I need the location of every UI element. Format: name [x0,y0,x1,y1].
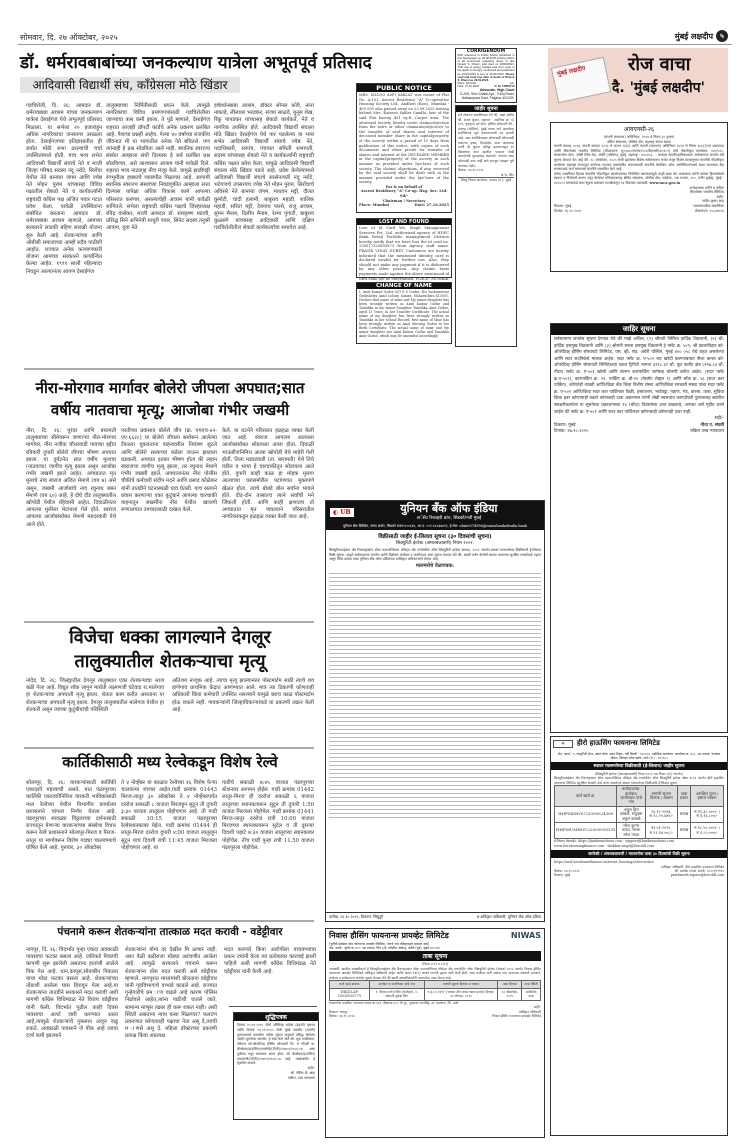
story4-col2: ते ४ नोव्हेंबर या काळात रेल्वेच्या १६ विशेष फेऱ्या चालवल्या जाणार आहेत.गाडी क्रमांक 01443 मिरज-लातूर ३० ऑक्टोबर ते ४ नोव्हेंबरपर्यंत दररोज सकाळी ८ वाजता मिरजहून सुटून ती दुपारी ३:३० वाजता लातूरला पोहोचणार आहे. ती गाडी सकाळी 10:15 वाजता पंढरपूरच्या रेल्वेस्थानकावर येईल. गाडी क्रमांक 01444 ही लातूर-मिरज दररोज दुपारी ४:00 वाजता लातूरहून सुटून याच दिवशी रात्री 11:45 वाजता मिरजला पोहोचणार आहे. या [121,780,217,851]
inc26-body2: कोणा व्यक्तीच्या हितास कंपनीचे नोंदणीकृत कार्यालयाच्या नियोजित स्थलांतरामुळे काही बाधा येत असल्यास त्यांनी त्यांच्या हितसंबंधाचे स्वरूप व विरोधाचे कारण नमुद केलेल्या प्रतिज्ञापत्रासह क्षेत्रिय संचालक, पश्चिम क्षेत्र, एव्हरेस्ट, ५वा मजला, १००, मरीन ड्राईव्ह, मुंबई - ४००००२ यांच्याकडे सदर सूचना प्रकाशन तारखेपासून १४ दिवसांत पाठवावी. [554,171,724,185]
corrigendum-place: Place: Mumbai [457,80,476,85]
inc26-din: डीआयएन: ०५८४४५९६ [694,208,724,213]
promo-line2: दै. 'मुंबई लक्षदीप' [612,80,705,96]
niwas-th: ताबा दिनांक [498,981,522,989]
jaheer-suchana-small-date: दिनांक: २७.१०.२०२५ [458,168,484,173]
union-bank-schedule-title: मालमत्तेचे वेळापत्रक: [415,562,455,569]
niwas-th: कर्ज खाते क्रमांक [330,981,370,989]
dateline: सोमवार, दि. २७ ऑक्टोबर, २०२५ [20,33,118,42]
hero-cell: रु.१९,३८,०००/- / रु.१,९३,८००/- [691,806,724,822]
table-row [330,988,541,1000]
corrigendum-sd: sd/- [509,80,515,85]
hero-support-email[interactable]: support@bankeauctions.com [625,839,674,844]
niwas-cell: १. दिपक मनोज सिंग (कर्जदार), २. सोनाली मुकेश सिंग [369,988,424,1000]
inc26-signoff-1: अर्जदाराच्या वतीने व करिता [689,185,724,190]
union-bank-logo: ◐ UB [330,508,354,517]
niwas-company: निवास हौसिंग फायनान्स प्रायव्हेट लिमिटेड [329,931,449,940]
shuddhipatrak-sd: सही/- [307,1066,315,1071]
inc26-notice [550,122,728,272]
inc26-signoff-5: व्यवस्थापकीय संचालिका [693,203,724,208]
shuddhipatrak [233,1012,319,1120]
story3-col2: अतिशय नाजूक आहे. त्याचा मृत्यू झाल्यानंतर पोस्टमार्टम साठी त्याचे शव हाणेगाव प्राथमिक केंद्रात आणण्यात आले. मात्र त्या ठिकाणी कोणताही अधिकारी किंवा कर्मचारी उपस्थित नसल्याने यामुळे बराच काळ पोस्टमार्टम होऊ शकले नाही. गावकऱ्यांनी जिल्हाधिकाऱ्यांकडे या प्रकरणी तक्रार केली आहे. [172,678,314,713]
public-notice-title: PUBLIC NOTICE [357,84,451,92]
corrigendum-address: G-206, Shiv Shakti Apt., Tulinj Road, Nallasopara East, Palghar 401209. [459,92,515,101]
hero-cell: २६.१२.२०२४, रु.१८,२५,६७२/- [645,806,677,822]
public-notice-signoff-2: Ascent Residency "A" Co-op. Hsg. Soc. Ltd. [360,189,448,194]
hero-notice-title: स्थावर मालमत्तेच्या विक्रीसाठी (ई-लिलाव) जाहीर सूचना [551,762,727,770]
corrigendum-body: With reference to Public Notice published in this Newspaper on 20.08.2025 inviting claims of all concerned regarding share of late Dinesh S. Dhami, who died on 29/09/2023. That due to typing mistake and error, date of his death is wrongly mentioned and published as 23.09.2024 in lieu of 29.09.2023. [457,53,515,76]
jaheer-suchana-large-sd: सही/- [714,416,724,422]
niwas-signer: प्राधिकृत अधिकारी [518,1009,541,1014]
story2-headline-line2: वर्षीय नातवाचा मृत्यू; आजोबा गंभीर जखमी [50,401,290,419]
hero-th: कर्जदार/सह-कर्जदार/जामीनदार यांचे नाव [617,786,645,807]
change-name-title: CHANGE OF NAME [357,283,451,289]
niwas-cell: 1HKJ1LAP-10030038779 [330,988,370,1000]
newspaper-image [551,57,611,103]
page-number: ५ [716,30,728,42]
story3-headline [20,626,320,674]
niwas-signer-org: निवास हौसिंग फायनान्स प्रायव्हेट लिमिटेड [492,1014,541,1018]
promo-banner [548,48,728,112]
hero-housing-notice: ▤ हीरो हाऊसिंग फायनान्स लिमिटेड नोंद. कार्या.: ९, कम्युनिटी सेंटर, बसंत लोक, वसंत विहार, नवी दिल्ली - ११००५७. प्रादेशिक कार्यालय: कार्यालय क्र. ३०८, ३रा मजला, रुणवाल ऑपल, सिल्व्हर ओक इस्टेट, ठाणे (प.) - ४००६०५ स्थावर मालमत्तेच्या विक्रीसाठी (ई-लिलाव) जाहीर सूचना (सिक्युरिटी इंटरेस्ट (अंमलबजावणी) नियम २००२ च्या नियम ८(६) अंतर्गत) सिक्युरिटायझेशन अँड रिकन्स्ट्रक्शन ऑफ फायनान्शियल अ‍ॅसेट्स अँड एन्फोर्समेंट ऑफ सिक्युरिटी इंटरेस्ट अ‍ॅक्ट २००२ अंतर्गत हीरो हाऊसिंग फायनान्स लिमिटेड (सुरक्षित धनको) कडे तारण असलेल्या स्थावर मालमत्तेच्या विक्रीसाठी ई-लिलाव सूचना. कर्ज खाते क्र. कर्जदार/सह-कर्जदार/जामीनदार यांचे नाव मागणी सूचना दिनांक / रक्कम ताबा प्रकार आरक्षित मूल्य / इसारा रक्कम HHFMDHOU22000024369 अतुल हिरा कांबळे, संयुक्ता अतुल कांबळे २६.१२.२०२४, रु.१८,२५,६७२/- प्रत्यक्ष रु.१९,३८,०००/- / रु.१,९३,८००/- HHFMUMHOU22000018135 रमेश कुमार यादव, सरला रमेश यादव १९.०१.२०२५, रु.२२,१४,५०८/- प्रत्यक्ष रु.१८,५०,०००/- / रु.१,८५,०००/- ई-लिलाव वेबसाईट: https://bankeauctions.com · support@bankeauctions.com www.herohousingfinance.com · shekhar.singh@herohfl.com सरफेसी / अंमलबजावणी / मालमत्तेचा ताबा ३० दिवसांची विक्री सूचना https://ursl.herohomefinance.in/terms_housing/other-notice प्राधिकृत अधिकारी, हीरो हाऊसिंग फायनान्स लिमिटेड दिनांक: २६.१०.२०२५ श्री. प्रथमेश तापसे, संपर्क: ९८२०९९९९९९ ठिकाण: मुंबई prathmesh.tapase@herohfl.com [550,736,728,1136]
inc26-mca-site[interactable]: www.mca.gov.in [649,180,681,185]
story2-col1: नीरा, दि. २६: पुरंदर आणि बारामती तालुक्याच्या सीमेवरून जाणाऱ्या नीरा-मोरगाव मार्गावर, नीरा नजीक चौधरवाडी गावच्या हद्दीत रविवारी दुपारी बोलेरो जीपचा भीषण अपघात झाला. या दुर्घटनेत सात वर्षीय मुलाचा (नातवाचा) जागीच मृत्यू झाला असून आजोबा गंभीर जखमी झाले आहेत. अपघातात मृत मुलाचे नाव स्वराज अजित मेमाणे (वय ७) असे असून, जखमी आजोबांचे नाव रघुनाथ बबन मेमाणे (वय ६०) आहे. हे दोघे दौंड तालुक्यातील खोपोडी येथील रहिवासी आहेत. दिवाळीनंतर आपल्या मुलीला भेटायला गेले होते. स्वराज आपल्या आजोबांसोबत मेमाणे मडदरवाडी येथे आले होते. [26,428,116,528]
corrigendum [455,48,517,103]
union-bank-body: सिक्युरिटायझेशन अँड रिकन्स्ट्रक्शन ऑफ फायनान्शियल अ‍ॅसेट्स अँड एन्फोर्समेंट ऑफ सिक्युरिटी इंटरेस्ट कायदा, २००२ अंतर्गत स्थावर मालमत्तेच्या विक्रीसाठी ई-लिलाव विक्री सूचना. याद्वारे सर्वसाधारण जनतेस आणि विशेषतः कर्जदार व जामीनदार यांना सूचना देण्यात येते की, खाली वर्णन केलेली स्थावर मालमत्ता सुरक्षित धनकोकडे गहाण असून तिचा प्रत्यक्ष ताबा युनियन बँक ऑफ इंडियाच्या प्राधिकृत अधिकाऱ्याने घेतला आहे. [329,548,541,562]
inc26-signoff-3: सही/- [716,194,724,199]
jaheer-suchana-small-title: जाहीर सूचना [456,106,516,112]
niwas-property: मालमत्तेचा तपशील: मालमत्ता धारण क्र.५९१, क्षेत्रफळ ५०० चौ.फु., मुक्काम नगरसिंह, ता. कल्याण, जि. ठाणे. [329,1000,460,1005]
corrigendum-emphasis: Please read and treat true date of death of Dinesh S. Dhami as 29.09.2023. [457,71,515,82]
story1-headline: डॉ. धर्मरावबाबांच्या जनकल्याण यात्रेला अभूतपूर्व प्रतिसाद [20,53,372,73]
hero-cell: HHFMUMHOU22000018135 [555,823,617,839]
jaheer-suchana-large-signer: नीता ए. संघवी [700,422,724,428]
shuddhipatrak-body: दिनांक १५.०९.२०२५ रोजी ऑक्टिव्ह टाईम्स (इंग्रजी) वृत्तपत्र आणि दिनांक १६.०९.२०२५ रोजी मुंबई लक्षदीप (मराठी) वृत्तपत्रामध्ये प्रकाशित जाहिर सूचना अनुक्रमे प्रसिद्ध केलेल्या जाहीर सूचनेच्या संदर्भात, हे स्पष्ट केले जाते की, मूळ तपशिलात, गोरेगाव को-ऑपरेटिव्ह हौसिंग सोसायटी लि. चे नोंदणी क्र. बीओएम/हाऊसिंग/एनओसी/(टीसी)/१२७०९/१९८६-८७ असा चुकीचा नमूद करण्यात आला होता, जो बीओएम/हाऊसिंग/एचएससी/(टीसी)/१०७०९/१९८६-८७ आहे. त्याबाबतीत हे सुधारित वाचावे. [237,1023,315,1066]
hero-table [554,785,724,839]
niwas-cell: रु.३,५०,९२९/- (रक्कम तीन लाख पन्नास हजार) दिनांक: २१ ऑगस्ट, २०२५ [424,988,497,1000]
hero-cell: प्रत्यक्ष [677,806,690,822]
masthead [675,30,728,42]
hero-cell: अतुल हिरा कांबळे, संयुक्ता अतुल कांबळे [617,806,645,822]
hero-terms-url[interactable]: https://ursl.herohomefinance.in/terms_housing/other-notice [554,860,654,865]
hero-cell: HHFMDHOU22000024369 [555,806,617,822]
public-notice-body: MRS. SILLOO ASPI SAKLAT was owner of Flat No. A-101, Ascent Residency "A" Co-operative Housing Society Ltd., Andheri (East), Mumbai - 400 093 who passed away on 23.09.2025 leaving behind Mrs. Kaizeen Saklat Gandhi, heir of the said Flat having 451 sq.ft. Carpet area. The aforesaid Society hereby invite claims/objection from the heirs or other claimants/objector/s to the transfer of said shares and interest of deceased member share in the capital/property of the society within a period of 15 days from publication of this notice, with copies of such documents and other proofs for transfer of shares and interest of the DECEASED MEMBER in the capital/property of the society in such manner as provided under bye-laws of such society. The claims/ objections, if any, received by the said society shall be dealt with in the manner provided under the bye-laws of the society. [359,93,449,185]
story1-col1: गडचिरोली, दि. २६: आमदार डॉ. धर्मरावबाबा आत्राम यांच्या जनकल्याण यात्रेला देसाईगंज येथे अभूतपूर्व प्रतिसाद मिळाला. या सभेला २० हजारांहून अधिक नागरिकांचा जनसागर उसळला होता. देसाईगंजच्या इतिहासातील ही सर्वात मोठी सभा ठरल्याची चर्चा उपस्थितांमध्ये होती. याच भव्य सभेत आदिवासी विद्यार्थी संघाचे नेते व माजी जिल्हा परिषद सदस्य नंदू नरोटे, सिरोंचा येथील नेते बानय्या जंगम आणि ज्येष्ठ नेते मोहन पुराम यांच्यासह विविध पक्षातील शेकडो नेते व कार्यकर्त्यांनी राष्ट्रवादी काँग्रेस पक्ष अजित पवार गटात प्रवेश केला. यावेळी उपस्थितांना संबोधित करताना आमदार डॉ. धर्मरावबाबा आत्राम म्हणाले, आमच्या सरकारने लाडकी बहिण सारखी योजना सुरु केली आहे. शेतकऱ्यांच्या आणि ओबीसी समाजाच्या आम्ही सदैव पाठीशी आहोत. राज्यात अनेक कल्याणकारी योजना आमच्या सरकारने कार्यान्वित केल्या आहेत. १९९१ साली पहिल्यांदा निवडून आल्यानंतर आपण देसाईगंज [26,103,102,275]
inc26-date: दिनांक: २६.१०.२०२५ [554,208,582,213]
union-bank-name: युनियन बँक ऑफ इंडिया [400,502,498,515]
divider [229,1006,317,1007]
union-bank-footer-date: तारीख: २६.१०.२०२५, ठिकाण: सिंधुदुर्ग [329,914,384,919]
story2-col2: परतीच्या प्रवासात बोलेरो जीप (क्र. एमएच-४२-एए-६६२८) या बोलेरो जीपला समोरून आलेल्या टँकरला चुकवताना वाहनावरील नियंत्रण सुटले आणि बोलेरो रस्त्याच्या कडेला जाऊन झाडाला धडकली. अपघात इतका भीषण होता की लहान स्वराजचा जागीच मृत्यू झाला, तर रघुनाथ मेमाणे गंभीर जखमी झाले. अपघातानंतर नीरा पोलीस चौकीचे कर्मचारी संदीप मदने आणि प्रसाद कोळेकर यांनी तातडीने घटनास्थळी धाव घेतली. याच रस्त्याने प्रवास करणाऱ्या एका कुटुंबाने आपल्या चारचाकी वाहनातून जखमींना नीरा येथील खाजगी रुग्णालयात उपचारासाठी दाखल केले. [121,428,217,514]
promo-paper-label: मुंबई लक्षदीप [556,64,586,78]
inc26-signoff-2: सिरलोक्स भारतीय लिमिटेड [689,190,724,195]
niwas-place: ठिकाण: नागपूर [329,1009,348,1014]
jaheer-suchana-large-signer-title: वकिल उच्च न्यायालय [690,429,724,435]
niwas-cell: २२ ऑक्टोबर, २०२५ [498,988,522,1000]
hero-contact-email2[interactable]: shekhar.singh@herohfl.com [607,843,654,848]
jaheer-suchana-small-body: सर्व लोकांना कळविण्यात येते की, माझे अशील श्री. संजय कुमार, राहणार - सदनिका क्र. ए/१०१, गुरुकृपा को-ऑप. हौसिंग सोसायटी लि., मालाड (पश्चिम), मुंबई यांच्या नावे असलेल्या सदनिकेच्या मूळ करारनाम्याची प्रत हरवली आहे. सदर सदनिकेबाबत कोणाचाही कोणत्याही प्रकारचा हक्क, हितसंबंध, दावा असल्यास त्यांनी ही सूचना प्रसिद्ध झाल्यापासून १४ दिवसांच्या आत खालील पत्त्यावर लेखी कागदोपत्री पुराव्यासह कळवावे. अन्यथा असा कोणताही दावा नाही असे समजून व्यवहार पूर्ण करण्यात येईल. [458,113,514,168]
inc26-signoff-4: संदीप कुमार शाह [702,199,724,204]
hero-date: दिनांक: २६.१०.२०२५ [554,868,580,873]
union-bank-footer-signer: प्र-अधिकृत अधिकारी, युनियन बँक ऑफ इंडिया [476,914,541,919]
hero-contact-email[interactable]: prathmesh.tapase@herohfl.com [670,873,724,878]
hero-rule: (सिक्युरिटी इंटरेस्ट (अंमलबजावणी) नियम २००२ च्या नियम ८(६) अंतर्गत) [595,772,683,776]
niwas-notice [325,928,545,1138]
union-bank-notice-subtitle: सिक्युरिटी इंटरेस्ट (अंमलबजावणी) नियम २००२. [395,541,475,546]
inc26-title: आयएनसी-२६ [623,126,655,133]
top-rule [18,44,732,45]
hero-th: कर्ज खाते क्र. [555,786,617,807]
hero-body: सिक्युरिटायझेशन अँड रिकन्स्ट्रक्शन ऑफ फायनान्शियल अ‍ॅसेट्स अँड एन्फोर्समेंट ऑफ सिक्युरिटी इंटरेस्ट अ‍ॅक्ट २००२ अंतर्गत हीरो हाऊसिंग फायनान्स लिमिटेड (सुरक्षित धनको) कडे तारण असलेल्या स्थावर मालमत्तेच्या विक्रीसाठी ई-लिलाव सूचना. [554,776,724,785]
public-notice-date: Date: 27.10.2025 [414,203,449,208]
niwas-rule: (नियम ८(१) व ८(२)) [421,962,449,966]
lost-found-title: LOST AND FOUND [357,219,451,225]
hero-company-site[interactable]: www.herohousingfinance.com [554,843,605,848]
story3-col1: नांदेड, दि. २६: जिल्ह्यातील देगलूर तालुक्यात एका शेतकऱ्याचा आज बळी गेला आहे. विद्युत शॉक लागून मारोती लक्ष्मणजी घंटेवाड रा.मालेगाव हा शेतकऱ्यांचा अपघाती मृत्यू झाला. शेतात काम करीत असताना या शेतकऱ्याचा अपघाती मृत्यू झाला. देगलूर तालुक्यातील मालेगाव येथील हा शेतकरी असून त्याच्या कुटुंबीयांची परिस्थिती [26,678,164,713]
story3-headline-line2: तालुक्यातील शेतकऱ्याचा मृत्यू [74,651,266,672]
niwas-logo: NIWAS [510,931,541,940]
shuddhipatrak-signer-title: वकील, उच्च न्यायालय [287,1075,315,1080]
table-row [555,823,724,839]
shuddhipatrak-signer: श्री. नीतिन पी. खंडा [290,1070,315,1075]
hero-th: आरक्षित मूल्य / इसारा रक्कम [691,786,724,807]
story2-col3: केले. या घटनेने परिसरात हळहळ व्यक्त केली जात आहे. स्वराज आपल्या आत्याला आजोबांसोबत सोडायला आला होता. दिवाळी भाऊबीजनिमित्त आत्या खोपोडी येथे माहेरी गेली होती. तिला मडदरवाडी (ता. बारामती) येथे तिचे वडील व भाचा हे चारचाकीतून सोडायला आले होते. दुपारी काही काळ हा मोहक मुलगा आत्याच्या घरासमोरील पटांगणात मुक्तपणे खेळत होता. त्याचे बोबडे बोल सर्वांना भावले होते. दीड-दोन तासांतच त्याने सर्वांची मने जिंकली होती. आणि काही क्षणातच तो अपघातात मृत पावल्याने परिसरातील नागरिकांकडून हळहळ व्यक्त केली जात आहे. [222,428,314,521]
inc26-body: कंपनी कायदा २०१३, कंपनी कायदा २०१३ चे कलम १३(४) आणि कंपनी (स्थापना) अधिनियम २०१४ चे नियम ३०(६)(अ) प्रकरणात आणि सिरलोक्स भारतीय लिमिटेड (सीआयएन: यू१५४००एमएच१९८६पीएलसी०४०९८१) यांचे नोंदणीकृत कार्यालय: ५०९/५१०, मेल्कन्स्टेल सेंटर, अंधेरी लिंक रोड, अंधेरी (पश्चिम), मुंबई, महाराष्ट्र - ४०००५३. ...अर्जदार कंपनी/याचिकाकर्ता. सर्वसामान्य जनतेस येथे सूचना देण्यात येत आहे की, २८ ऑक्टोबर, २०२५ रोजी झालेल्या विशेष सर्वसाधारण सभेत मंजूर विशेष ठरावानुसार कंपनीचे नोंदणीकृत कार्यालय महाराष्ट्र राज्यातून कर्नाटक राज्यात स्थलांतरित करण्यासाठी कंपनीचे मेमोरँडम ऑफ असोसिएशनमध्ये बदल करण्यास केंद्र सरकारकडे अर्ज करण्याचे कंपनीने प्रस्तावित केले आहे. [554,144,724,172]
jaheer-suchana-large-title: जाहिर सूचना [551,324,727,335]
niwas-th: मागणी सूचना दिनांक व रक्कम [424,981,497,989]
niwas-sd: सही/- [533,1005,541,1009]
story3-headline-line1: विजेचा धक्का लागल्याने देगलूर [69,627,271,648]
story5-headline: पंचनामे करून शेतकऱ्यांना तात्काळ मदत करावी - वडेट्टीवार [57,926,283,938]
hero-cell: १९.०१.२०२५, रु.२२,१४,५०८/- [645,823,677,839]
union-bank-notice [325,500,545,922]
niwas-formerly: (पूर्वीची इंडोस्टार होम फायनान्स प्रायव्हेट लिमिटेड, ज्याचे नाव रजिस्ट्रारद्वारे बदलले आहे) [329,942,430,946]
inc26-subtitle: (कंपनी (स्थापना) अधिनियम, २०१४ चे नियम ३० नुसार) [603,135,675,139]
lost-found-notice [356,218,452,281]
shuddhipatrak-title: शुद्धिपत्रक [234,1013,318,1021]
divider [24,747,314,749]
hero-office: नोंद. कार्या.: ९, कम्युनिटी सेंटर, बसंत लोक, वसंत विहार, नवी दिल्ली - ११००५७. प्रादेशिक कार्यालय: कार्यालय क्र. ३०८, ३रा मजला, रुणवाल ऑपल, सिल्व्हर ओक इस्टेट, ठाणे (प.) - ४००६०५ [557,752,721,760]
story2-headline-line1: नीरा-मोरगाव मार्गावर बोलेरो जीपला अपघात;सात [35,379,305,397]
jaheer-suchana-large-date: दिनांक: २७.१०.२०२५ [554,429,589,435]
corrigendum-title: CORRIGENDUM [466,49,506,54]
hero-cell: रु.१८,५०,०००/- / रु.१,८५,०००/- [691,823,724,839]
public-notice-signoff-1: For & on behalf of [385,184,423,189]
niwas-cell: सांकेतिक ताबा [522,988,541,1000]
divider [24,920,314,922]
niwas-th: कर्जदार व जामीनदार यांचे नाव [369,981,424,989]
story5-col1: नागपूर, दि. २६: विदर्भात पुन्हा एकदा अवकाळी पावसाचा फटका बसला आहे. एकीकडे पिकांची कापणी सुरू झालेली असताना हातांशी आलेले पिक गेल आहे. धान,कापूस,सोयाबीन पिकाला याचा मोठा फटका बसला आहे. शेतकऱ्यांच्या तोंडाशी आलेला घास हिरावून गेला आहे.या शेतकऱ्यांना तातडीने सरकारने मदत करावी अशी मागणी काँग्रेस विधिमंडळ नेते विजय वडेट्टीवार यांनी केली. विदर्भात पुढील काही दिवस पावसाचा अलर्ट जारी करण्यात आला आहे,त्यामुळे शेतकऱ्यांचे नुकसान अजून वाढू शकते. अवकाळी पावसाने जे पीक आहे त्याचा दर्जा कमी झाल्याने [26,947,118,1040]
niwas-office: नोंद. कार्या.: युनिट क्र.५०१, ५वा मजला, विंग १/ई, कॉर्पोरेट अव्हेन्यू, अंधेरी (पूर्व), मुंबई-४०००९३ [329,946,440,950]
hero-notice2-title: सरफेसी / अंमलबजावणी / मालमत्तेचा ताबा ३० दिवसांची विक्री सूचना [551,850,727,858]
story4-col3: गाडीचे सकाळी ७:४५ वाजता पंढरपूरच्या स्टेशनवर आगमन होईल. गाडी क्रमांक 01442 लातूर-मिरज ही दररोज सकाळी ६ वाजता लातूरच्या स्थानकावरून सुटून ती दुपारी 1:50 वाजता मिरजला पोहोचेल. गाडी क्रमांक 01441 मिरज-लातूर दररोज रात्री 10:00 वाजता मिरजच्या स्थानकावरून सुटेल व ती दुसऱ्या दिवशी पहाटे ७:३० वाजता लातूरच्या स्थानकावर पोहोचेल. तीच गाडी पुन्हा रात्री 11.50 वाजता पंढरपूरला पोहोचेल. [222,780,314,851]
hero-cell: प्रत्यक्ष [677,823,690,839]
story1-col3: हर्षवर्धनबाबा आत्राम, डॉक्टर सोनल कोवे, नाना नाकाडे, लीलाधर भरडकर, संजय साळवे, युनूस शेख, रिंकू पापडकर यांच्यासह शेकडो कार्यकर्ते, नेते व नागरिक उपस्थित होते. आदिवासी विद्यार्थी संघाला मोठे खिंडार देसाईगंज येथे पार पडलेल्या या भव्य सभेत आदिवासी विद्यार्थी संघाचे ज्येष्ठ नेते, पदाधिकारी, सरपंच, पंचायत समिती सभापती, सदस्य यांच्यासह शेकडो नेते व कार्यकर्त्यांनी राष्ट्रवादी काँग्रेस पक्षात प्रवेश केला. यामुळे आदिवासी विद्यार्थी संघाला मोठे खिंडार पडले आहे. प्रवेश केलेल्यांमध्ये आदिवासी विद्यार्थी संघाचे सरसेनापती नंदू नरोटे, भटेगावचे उपसरपंच ज्येष्ठ नेते मोहन पुराम, सिरोंचाचे अविसरे नेते बानय्या जंगम, माधवन मट्टी, दौलत कुमोटी, चांदी हलामी, बाबुराव महाडी, शालिक महाडी, सरिता मट्टी, देवनाथ पारसे, राजू आत्राम, सुमन मैनाम, दिलीप मैनाम, रेश्मा पुंगाटी, बाबुराव कुळसंगे यांच्यासह आदिवासी आणि दक्षिण गडचिरोलीतील शेकडो कार्यकर्त्यांचा समावेश आहे. [214,103,314,232]
union-bank-branch: अॅसेट रिकव्हरी ब्रांच, सिडको/नवी मुंबई [416,516,482,521]
hero-auction-site[interactable]: https://bankeauctions.com [578,839,623,844]
jaheer-suchana-large-body: सर्वसामान्य जनतेस सूचना देण्यात येते की माझे अशिल, (१) श्रीमती निर्मिला हार्दिक विठलानी, (२) श्री. हार्दिक हसमुख विठलानी आणि (३) श्रीमती सरला हसमुख विठलानी हे फ्लॅट क्र. ५०९, श्री कालाविहार को-ऑपरेटिव्ह हौसिंग सोसायटी लिमिटेड, एस. व्ही. रोड, अंधेरी पश्चिम, मुंबई ४०० ०५८ येथे राहत असलेल्या आणि सदर सदनिकेचे मालक आहेत. सदर फ्लॅट क्र. ए-५०१ च्या खरेदी करण्याबाबत नीला कमल को-ऑपरेटिव्ह हौसिंग सोसायटी लिमिटेडच्या एकत्र ट्रिनिटी भागात ३१९८.३१ चौ. फूट कार्पेट क्षेत्र (२९७.८४ चौ. मीटर) फ्लॅट क्र. ए-५०१ खोली आणि संलग्न कारपार्किंग जागेसह बोलणी करीत आहेत. (सदर फ्लॅट क्र.ए-५०१), कारपार्किंग क्र. २९, पार्किंग क्र. बी-२५ (बेसमेंट लेव्हल १) आणि स्टॅक क्र. ५६ (सदर कार पार्किंग). कोणतेही व्यक्ती आणि/किंवा बँक किंवा वित्तीय संस्था आणि/किंवा सरकारी संस्था यांचा सदर फ्लॅट क्र. ए-५०१ आणि/किंवा सदर कार पार्किंगवर विक्री, हस्तांतरण, भाडेपट्टा, गहाण, भेट, वारसा, ताबा, सुविधा किंवा इतर कोणत्याही प्रकारे कोणताही दावा असल्यास त्यांनी लेखी स्वरूपात कागदोपत्री पुराव्यासह खालील स्वाक्षरीकर्त्याला या सूचनेच्या प्रकाशनाच्या १४ (चौदा) दिवसांच्या आत कळवावे, अन्यथा असे गृहीत धरले जाईल की फ्लॅट क्र. ए-५०१ आणि सदर कार पार्किंगवर कोणाचाही कोणताही दावा नाही. [554,337,724,415]
story1-subheadline: आदिवासी विद्यार्थी संघ, काँग्रेसला मोठे खिंडार [20,77,240,93]
change-name-notice [356,282,452,344]
hero-logo: ▤ [553,740,573,748]
jaheer-suchana-small-address: विष्णु निवास कार्यालय, मालाड (प.), मुंबई [458,177,514,183]
table-row [555,806,724,822]
story4-col1: सोलापूर, दि. २६: वारकऱ्यांसाठी कार्तिकी एकादशी महत्त्वाची असते. यात पंढरपूरच्या कार्तिकी एकादशीनिमित्त वारकरी भाविकांसाठी मध्य रेल्वेच्या येथील विभागीय कार्यालय प्रशासनाने चांगला निर्णय घेतला आहे. पंढरपूरच्या सावळ्या विठ्ठलाच्या दर्शनासाठी राज्यातून येणाऱ्या वारकऱ्यांच्या संख्येचा विचार करून रेल्वे प्रशासनाने सोलापूर-मिरज व मिरज-लातूर या मार्गावरून विशेष गाड्या चालवण्याचे घोषित केले आहे. गुरुवार, ३० ऑक्टोबर [26,780,116,851]
hero-cell: रमेश कुमार यादव, सरला रमेश यादव [617,823,645,839]
jaheer-suchana-small [455,105,517,347]
hero-th: मागणी सूचना दिनांक / रक्कम [645,786,677,807]
hero-signer: प्राधिकृत अधिकारी, हीरो हाऊसिंग फायनान्स लिमिटेड [661,864,724,869]
niwas-table [329,980,541,1001]
union-bank-notice-title: विक्रीसाठी जाहीर ई-लिलाव सूचना (३० दिवसांची सूचना) [378,534,492,540]
niwas-th: ताबा स्थिती [522,981,541,989]
story1-col2: तालुक्याच्या निर्मितीसाठी प्रयत्न केले. त्यामुळे नागरिकांचा विविध प्रमाणपत्रांसाठी गडचिरोलीला जाण्याचा त्रास कमी झाला. ते पुढे म्हणाले, देसाईगंज शहरात आजही प्रॉपर्टी कार्डचे अनेक प्रकरण प्रलंबित आहे. पैशाचा प्रश्नही आहेच. गेल्या ४० वर्षाच्या राजकीय जीवनात मी या भागातील अनेक नेते बघितले. पण त्यांनाही हे प्रश्न सोडविता आले नाही. स्थानिक स्वराज्य संस्थेत आम्हाला संधी दिल्यास हे सर्व प्रलंबित प्रश्न सोडविणार, असे आश्वासन आत्राम यांनी यावेळी दिले. शहरात भव्य नाट्यगृह नीच मंजूर केले. यामुळे झाडीपट्टी रंगभूमीला हक्काचे व्यासपीठ मिळणार आहे. आगामी स्थानिक स्वराज्य संस्थांच्या निवडणुकीत आम्हाला सत्ता दिल्यास यापेक्षा अधिक विकास कामे आपल्या परिसरात करणार, असल्याचेही आत्राम यांनी यावेळी सांगितले. सभेला राष्ट्रवादी काँग्रेस पक्षाचे जिल्हाध्यक्ष रविंद्र वासेकर, माजी आमदार डॉ. रामकृष्ण मडावी, प्रसिद्ध सिने अभिनेत्री माधुरी पवार, सिनेट सदस्य तनुश्री आत्राम, युवा नेते [106,103,210,232]
jaheer-suchana-small-signer: अॅड. सिंग [500,172,514,177]
hero-place: ठिकाण: मुंबई [554,873,571,878]
corrigendum-signer: D. M. TRIPATHI [494,83,515,88]
jaheer-suchana-large [550,323,728,733]
story5-col2: शेतकऱ्यांना योग्य दर देखील मि ळणार नाही. अशा वेळी बळीराजा मोठ्या अडचणीत आलेला आहे. त्यामुळे सरकारने पंचनामे करून शेतकऱ्यांना ठोस मदत करावी असे वडेट्टीवार म्हणाले. नागपुरात माध्यमांशी बोलताना वडेट्टीवार यांनी गृहविभागाचे वाभाडे काढले आहे. राज्यात गुन्हेगारीचे प्रम ाण वाढले आहे कारण पोलिस निर्ढावले आहेत,त्यांना पाठीशी घातले जाते, सामान्य माणूस तक्रार ही करू शकत नाही। अशी स्थिती असताना न्याय कसा मिळणार? फलटण प्रकरणात कोणत्याही पक्षाचा नेता असू दे,त्यांची म ाणसे असू दे. महिला डॉक्टरच्या प्रकरणी प्रत्यक्ष किंवा अप्रत्यक्ष [125,947,217,1040]
hero-contact-name: श्री. प्रथमेश तापसे, संपर्क: ९८२०९९९९९९ [674,868,724,873]
hero-company: हीरो हाऊसिंग फायनान्स लिमिटेड [577,739,660,747]
divider [24,621,314,623]
divider [24,368,314,370]
change-name-body: I, Amit Kumar Godse S/O S S Godse, R/o Yashwantrao Grukshetra Azad Colony, Satara, Maharashtra 415001, Declare that name of mine and My minor daughter has been wrongly written as Amit Kumar Godse and Tanishka in my minor Daughter Tanishka Amit Godse, aged 13 Years, in her Transfer Certificate. The actual name of my daughter has been wrongly written as Tanishka in her School Record, first name of Mine has been wrongly written as Amit Shivang Godse in her Birth Certificate. The actual name of mine and My minor daughter are Amit Kumar Godse and Tanishka Amit Godse, which may be amended accordingly. [359,290,449,338]
niwas-notice-title: ताबा सूचना [329,951,541,961]
public-notice-signoff-4: Chairman / Secretary [382,198,426,203]
hero-th: ताबा प्रकार [677,786,690,807]
inc26-place: ठिकाण: मुंबई [554,203,572,208]
niwas-date: दिनांक: २७.१०.२०२५ [329,1014,355,1018]
inc26-authority: क्षेत्रिय संचालक, पश्चिम क्षेत्र, महाराष्ट्र यांच्या समक्ष [607,139,671,144]
public-notice-signoff-3: Sd/- [400,194,408,199]
niwas-body: ज्याअर्थी, खालील स्वाक्षरीकर्ता हे सिक्युरिटायझेशन अँड रिकन्स्ट्रक्शन ऑफ फायनान्शियल अ‍ॅसेट्स अँड एन्फोर्समेंट ऑफ सिक्युरिटी इंटरेस्ट (सेकंड) २००२ अंतर्गत निवास हौसिंग फायनान्स प्रायव्हेट लिमिटेडचे प्राधिकृत अधिकारी आहेत आणि कलम १३(२) अन्वये मागणी सूचना जारी केली होती. सदर कर्जदार यांनी रक्कम परत करण्यास असमर्थ ठरल्याने, कर्जदार व सर्वसामान्य जनतेस सूचना देण्यात येते की खाली स्वाक्षरीकर्त्यांनी मालमत्तेचा ताबा घेतला आहे. [329,966,541,980]
story5-col3: मदत करणारे किंवा आरोपीला वाचवण्याचा प्रयत्न ज्यांनी केला त्या प्रत्येकावर कारवाई झाली पाहिजे अशी मागणी काँग्रेस विधिमंडळ नेते वडेट्टीवार यांनी केली आहे. [224,947,316,975]
promo-line1: रोज वाचा [628,54,691,75]
union-bank-address: यूनियन बँक बिल्डिंग, संगम समोर, सिडको भवन-४००६१४, आ.प. ०२२-४८४३७४९९, ई-मेल: ubin0574996@unionbankofindia.bank [326,523,544,530]
corrigendum-date: Date: 27.10.2025 [457,83,479,88]
jaheer-suchana-large-place: ठिकाण: मुंबई [554,422,576,428]
public-notice [356,83,452,213]
story4-headline: कार्तिकीसाठी मध्य रेल्वेकडून विशेष रेल्वे [62,753,278,771]
corrigendum-signer-title: Advocate, High Court [479,88,515,93]
public-notice-place: Place: Mumbai [359,203,390,208]
masthead-title: मुंबई लक्षदीप [674,30,713,41]
story2-headline [20,377,320,421]
union-bank-schedule-text [329,570,541,820]
lost-found-body: Loss of Id Card We, Singh Management Services Pvt. Ltd. authorized agency of HDFC Bank Retail Portfolio management Division hereby notify that we have lost the id card no. 250517325803873 from Agency staff name. PRATIK VINAY DUBEY. Customers are hereby informed that the mentioned identity card is declared invalid for further use. Also, they should not make any payment if it is disbursed by any other person. Any claims basis payments made against the above mentioned id card shall not be entertained. PLACE: MUMBAI [359,226,449,281]
